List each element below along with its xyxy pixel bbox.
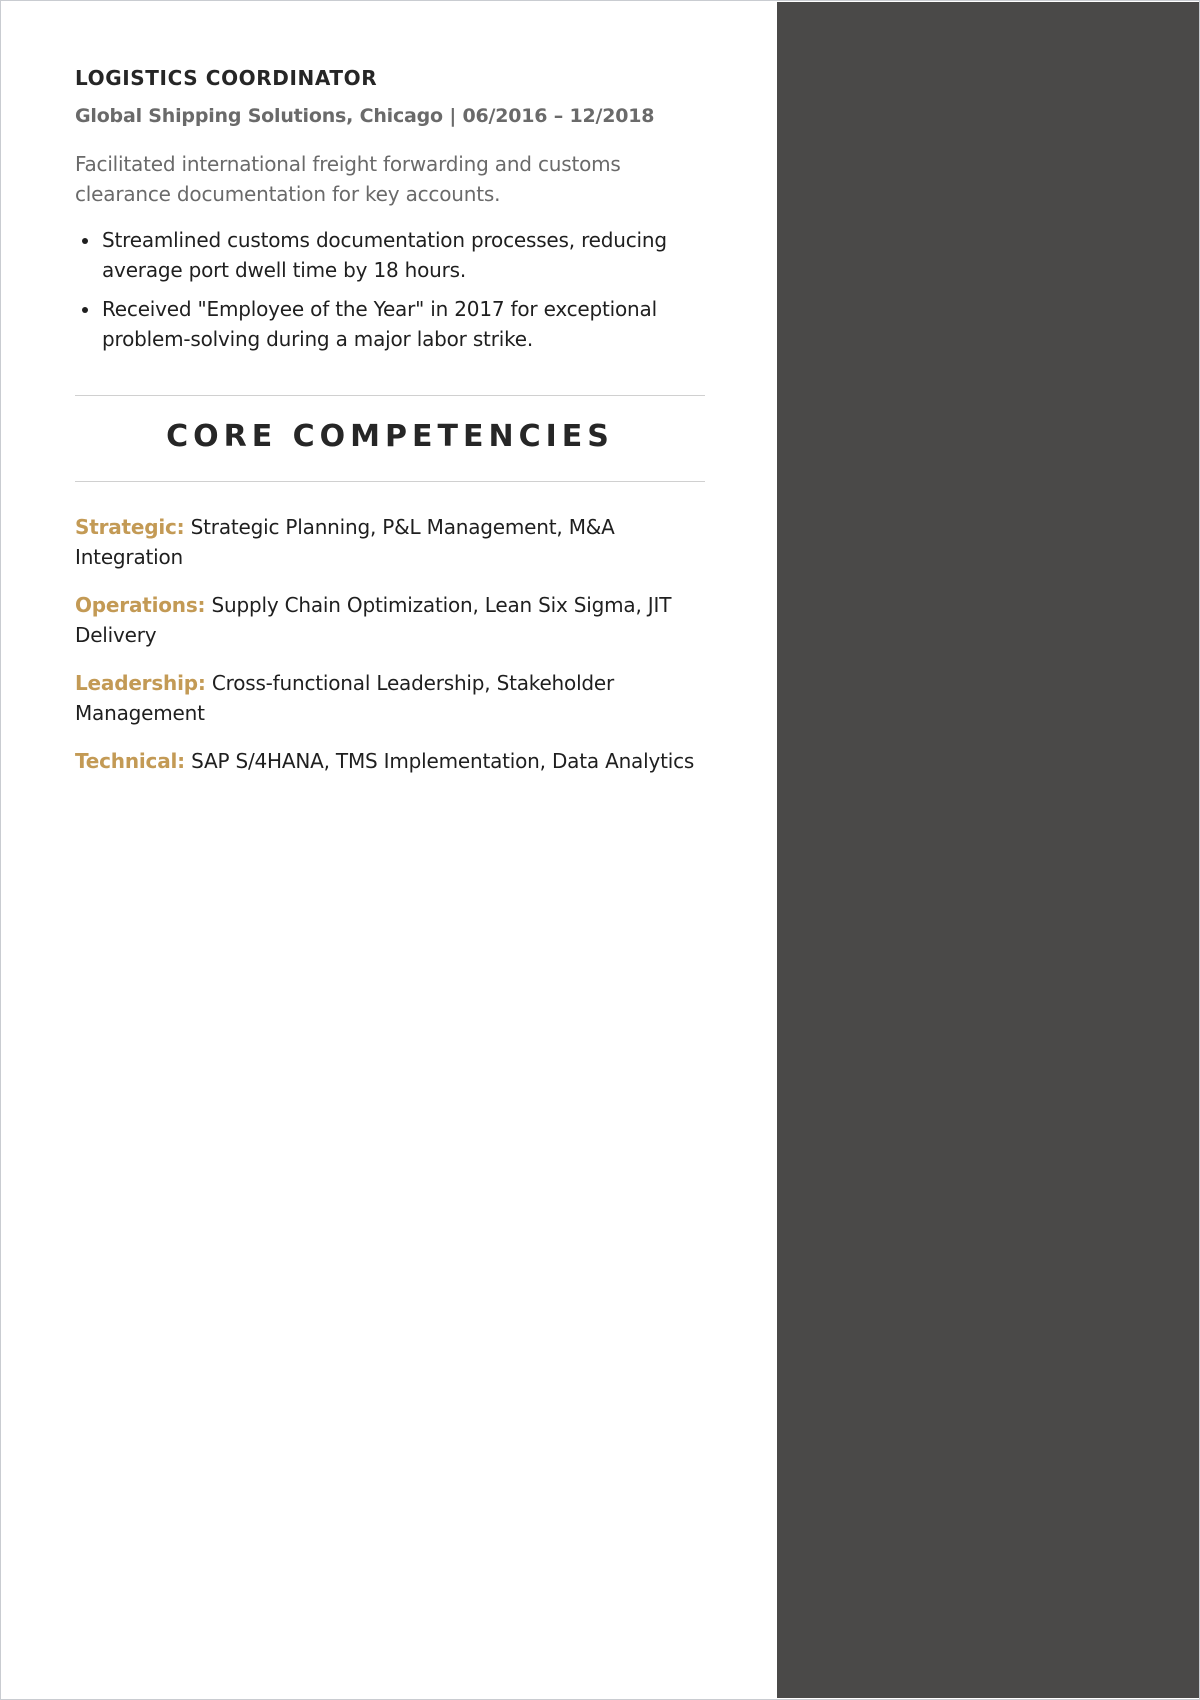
job-title: LOGISTICS COORDINATOR: [75, 66, 378, 90]
competency-leadership: [75, 668, 705, 728]
competency-label: Leadership:: [75, 671, 206, 695]
competency-list: [75, 512, 705, 776]
competency-label: Strategic:: [75, 515, 185, 539]
competency-value: Supply Chain Optimization, Lean Six Sigma, JIT Delivery: [75, 593, 672, 647]
achievement-item: Received "Employee of the Year" in 2017 for exceptional problem-solving during a major labor strike.: [102, 294, 705, 354]
competency-label: Technical:: [75, 749, 185, 773]
experience-entry: [75, 1, 705, 354]
section-divider-bottom: [75, 481, 705, 482]
competency-value: Strategic Planning, P&L Management, M&A Integration: [75, 515, 615, 569]
job-achievements: [75, 225, 705, 354]
competency-value: SAP S/4HANA, TMS Implementation, Data Analytics: [191, 749, 695, 773]
main-column: [75, 1, 705, 794]
competency-value: Cross-functional Leadership, Stakeholder Management: [75, 671, 615, 725]
competency-technical: [75, 746, 705, 776]
sidebar-panel: [777, 2, 1199, 1698]
competency-operations: [75, 590, 705, 650]
core-competencies-heading: CORE COMPETENCIES: [166, 419, 614, 454]
job-summary: Facilitated international freight forwarding and customs clearance documentation for key accounts.: [75, 152, 621, 206]
job-company-dates: Global Shipping Solutions, Chicago | 06/2016 – 12/2018: [75, 105, 655, 127]
achievement-item: Streamlined customs documentation processes, reducing average port dwell time by 18 hours.: [102, 225, 705, 285]
competency-strategic: [75, 512, 705, 572]
competency-label: Operations:: [75, 593, 206, 617]
